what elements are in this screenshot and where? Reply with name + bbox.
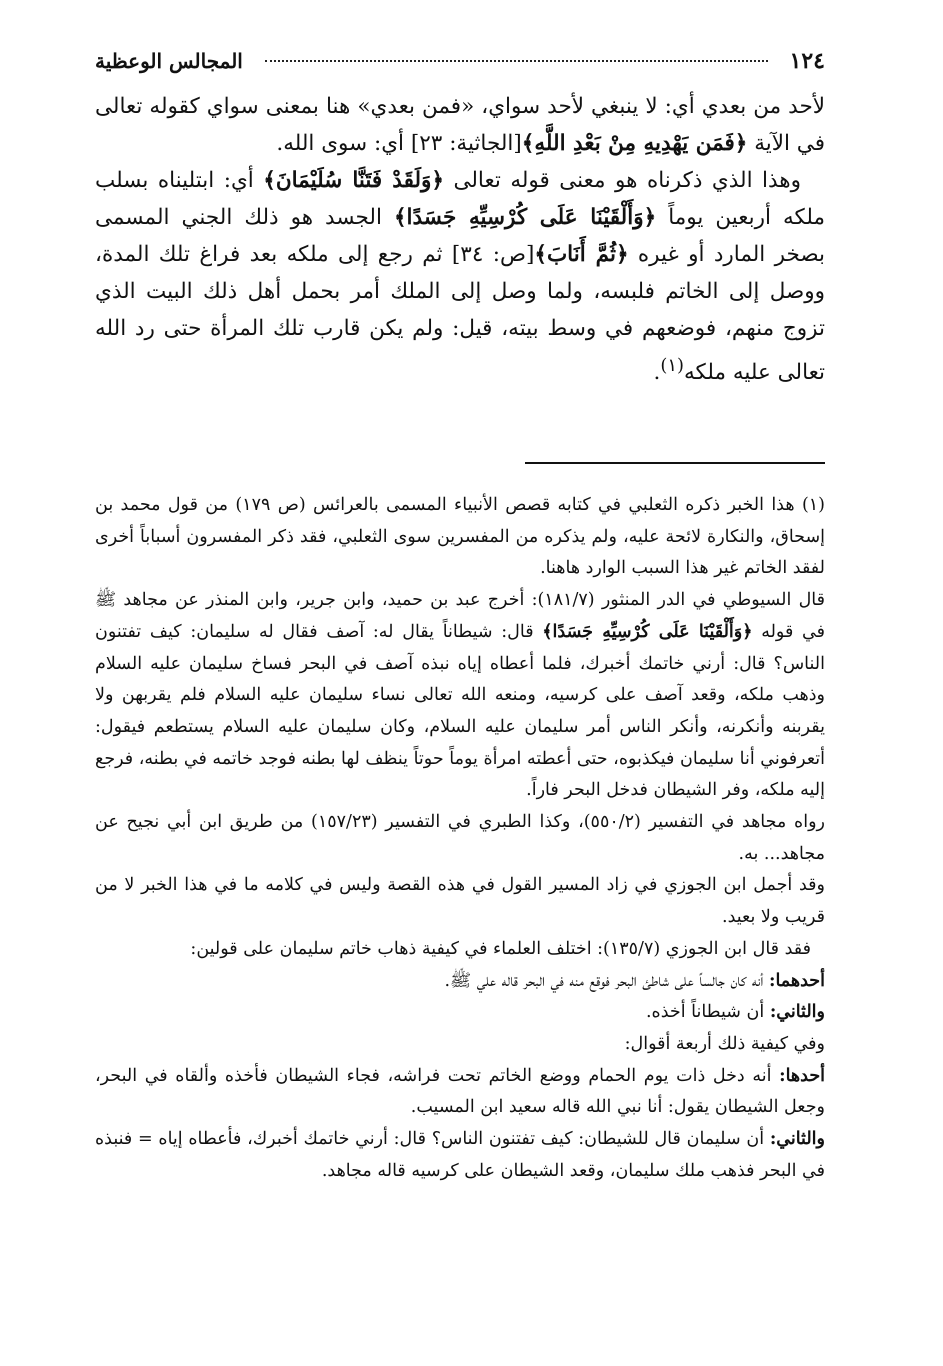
footnote-paragraph <box>95 1124 825 1187</box>
text-run: قال: شيطاناً يقال له: آصف فقال له سليمان: كيف تفتنون الناس؟ قال: أرني خاتمك أخبرك، فلما أعطاه إياه نبذه آصف في البحر فساخ سليمان عليه السلام وذهب ملكه، وقعد آصف على كرسيه، ومنعه الله تعالى نساء سليمان عليه السلام فلم يقربهن ولا يقربنه وأنكرنه، وأنكر الناس أمر سليمان عليه السلام، وكان سليمان عليه السلام يستطعم فيقول: أتعرفوني أنا سليمان فيكذبوه، حتى أعطته امرأة يوماً حوتاً ينظف لها بطنه فوجد خاتمه في بطنه، فرجع إليه ملكه، وفر الشيطان فدخل البحر فاراً. <box>95 621 825 801</box>
text-run: . <box>653 360 661 386</box>
quran-verse: ﴿وَلَقَدْ فَتَنَّا سُلَيْمَانَ﴾ <box>263 168 444 193</box>
footnote-paragraph <box>95 1061 825 1124</box>
footnote-paragraph <box>95 966 825 998</box>
text-run: وهذا الذي ذكرناه هو معنى قوله تعالى <box>443 168 801 193</box>
text-run: قال السيوطي في الدر المنثور (١٨١/٧): أخرج عبد بن حميد، وابن جرير، وابن المنذر عن مجاهد ﷺ في قوله <box>95 590 825 642</box>
main-paragraph-1 <box>95 88 825 162</box>
main-text <box>95 88 825 391</box>
page-header <box>95 46 825 76</box>
quran-verse: ﴿ثُمَّ أَنَابَ﴾ <box>534 242 629 267</box>
footnote-marker: (١) <box>660 355 684 376</box>
text-run: الجسد هو ذلك الجني المسمى بصخر المارد أو غيره <box>95 205 825 267</box>
text-run: أي: ابتليناه بسلب ملكه أربعين يوماً <box>95 168 825 230</box>
footnote-paragraph <box>95 585 825 807</box>
footnote-paragraph: (١) هذا الخبر ذكره الثعلبي في كتابه قصص الأنبياء المسمى بالعرائس (ص ١٧٩) من قول محمد بن إسحاق، والنكارة لائحة عليه، ولم يذكره من المفسرين سوى الثعلبي، فقد ذكر المفسرون أسباباً أخرى لفقد الخاتم غير هذا السبب الوارد هاهنا. <box>95 495 825 579</box>
footnote-separator <box>525 462 825 464</box>
footnote-label: أحدها: <box>779 1065 825 1086</box>
text-run: [ص: ٣٤] ثم رجع إلى ملكه بعد فراغ تلك المدة، ووصل إلى الخاتم فلبسه، ولما وصل إلى الملك أمر بحمل أهل ذلك البيت الذي تزوج منهم، فوضعهم في وسط بيته، قيل: ولم يكن قارب تلك المرأة حتى رد الله تعالى عليه ملكه <box>95 242 825 386</box>
quran-verse: ﴿فَمَن يَهْدِيهِ مِنْ بَعْدِ اللَّهِ﴾ <box>521 131 748 156</box>
footnote-paragraph: وقد أجمل ابن الجوزي في زاد المسير القول في هذه القصة وليس في كلامه ما في هذا الخبر لا من قريب ولا بعيد. <box>95 875 825 928</box>
main-paragraph-2 <box>95 162 825 391</box>
text-run: أنه كان جالساً على شاطئ البحر فوقع منه في البحر قاله علي ﷺ. <box>444 970 769 991</box>
footnote-paragraph <box>95 997 825 1029</box>
text-run: أنه دخل ذات يوم الحمام ووضع الخاتم تحت فراشه، فجاء الشيطان فأخذه وألقاه في البحر، وجعل الشيطان يقول: أنا نبي الله قاله سعيد ابن المسيب. <box>95 1065 825 1118</box>
footnote-paragraph: رواه مجاهد في التفسير (٥٥٠/٢)، وكذا الطبري في التفسير (١٥٧/٢٣) من طريق ابن أبي نجيح عن مجاهد... به. <box>95 812 825 864</box>
text-run: لأحد من بعدي أي: لا ينبغي لأحد سواي، «فمن بعدي» هنا بمعنى سواي كقوله تعالى في الآية <box>95 94 825 156</box>
text-run: أن سليمان قال للشيطان: كيف تفتنون الناس؟ قال: أرني خاتمك أخبرك، فأعطاه إياه = فنبذه في البحر فذهب ملك سليمان، وقعد الشيطان على كرسيه قاله مجاهد. <box>95 1129 825 1181</box>
footnote-paragraph: وفي كيفية ذلك أربعة أقوال: <box>624 1033 825 1054</box>
text-run: أن شيطاناً أخذه. <box>645 1002 770 1023</box>
quran-verse: ﴿وَأَلْقَيْنَا عَلَى كُرْسِيِّهِ جَسَدًا﴾ <box>542 621 753 642</box>
header-dotted-leader <box>265 60 768 62</box>
footnote-label: أحدهما: <box>768 970 825 991</box>
page-number: ١٢٤ <box>789 48 825 74</box>
footnote-label: والثاني: <box>769 1002 825 1023</box>
quran-verse: ﴿وَأَلْقَيْنَا عَلَى كُرْسِيِّهِ جَسَدًا﴾ <box>393 205 657 230</box>
footnote-paragraph: فقد قال ابن الجوزي (١٣٥/٧): اختلف العلماء في كيفية ذهاب خاتم سليمان على قولين: <box>190 938 811 959</box>
footnotes <box>95 490 825 1187</box>
footnote-label: والثاني: <box>769 1129 825 1150</box>
running-title: المجالس الوعظية <box>95 49 243 73</box>
text-run: [الجاثية: ٢٣] أي: سوى الله. <box>276 131 522 156</box>
